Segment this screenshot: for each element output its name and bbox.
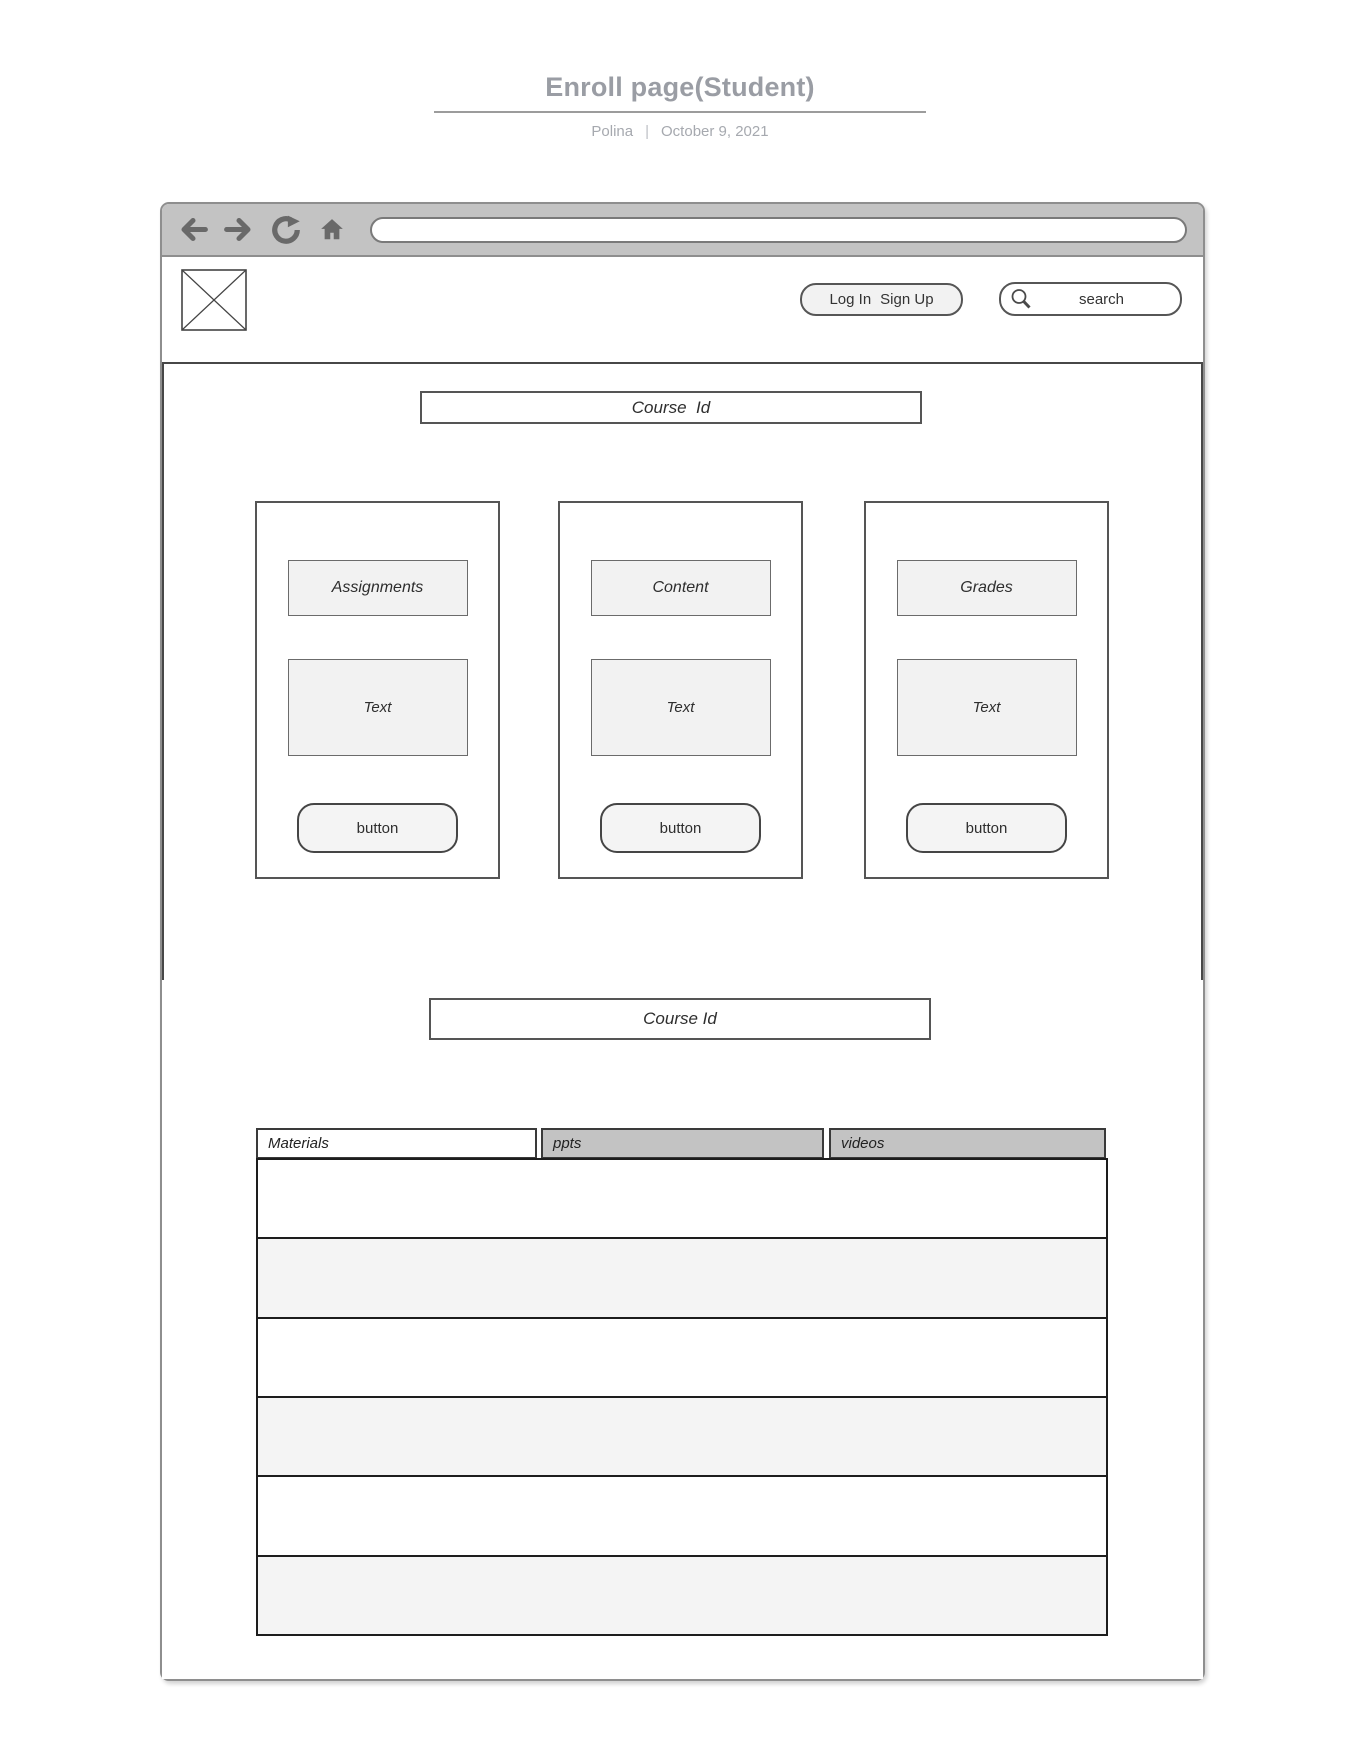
- page-header: [0, 0, 1360, 140]
- url-bar: [370, 217, 1187, 243]
- card-text-grades: Text: [897, 659, 1077, 756]
- tab-videos[interactable]: videos: [829, 1128, 1106, 1159]
- course-id-field-2[interactable]: [429, 998, 931, 1040]
- card-title-assignments: Assignments: [288, 560, 468, 616]
- table-row[interactable]: [258, 1160, 1106, 1239]
- assignments-card: [255, 501, 500, 879]
- card-title-content: Content: [591, 560, 771, 616]
- content-button[interactable]: button: [600, 803, 761, 853]
- table-row[interactable]: [258, 1239, 1106, 1318]
- table-row[interactable]: [258, 1398, 1106, 1477]
- browser-window: [160, 202, 1205, 1681]
- table-row[interactable]: [258, 1557, 1106, 1634]
- site-header: [162, 257, 1203, 362]
- byline: [0, 123, 1360, 140]
- materials-table: [256, 1158, 1108, 1636]
- back-icon[interactable]: [178, 216, 208, 243]
- tab-ppts[interactable]: ppts: [541, 1128, 824, 1159]
- course-id-label-2: Course Id: [643, 1009, 717, 1028]
- grades-button[interactable]: button: [906, 803, 1067, 853]
- search-input[interactable]: [1033, 291, 1170, 308]
- card-text-content: Text: [591, 659, 771, 756]
- grades-card: [864, 501, 1109, 879]
- login-link[interactable]: Log In: [829, 291, 872, 308]
- card-text-assignments: Text: [288, 659, 468, 756]
- forward-icon[interactable]: [224, 216, 254, 243]
- table-row[interactable]: [258, 1319, 1106, 1398]
- assignments-button[interactable]: button: [297, 803, 458, 853]
- course-overview-section: [162, 362, 1203, 982]
- search-icon: [1009, 287, 1033, 311]
- author-name: Polina: [591, 123, 634, 140]
- logo-image-placeholder: [181, 269, 247, 336]
- table-row[interactable]: [258, 1477, 1106, 1556]
- page-title: Enroll page(Student): [545, 72, 815, 102]
- materials-tabs: [256, 1128, 1106, 1159]
- course-materials-section: [162, 980, 1203, 1679]
- title-divider: [434, 111, 926, 113]
- url-input[interactable]: [370, 217, 1187, 243]
- home-icon[interactable]: [318, 217, 346, 243]
- auth-button[interactable]: [800, 283, 963, 316]
- search-box[interactable]: [999, 282, 1182, 316]
- signup-link[interactable]: Sign Up: [880, 291, 934, 308]
- course-id-label: Course Id: [631, 397, 711, 417]
- course-id-field[interactable]: [420, 391, 922, 424]
- content-card: [558, 501, 803, 879]
- refresh-icon[interactable]: [270, 215, 302, 245]
- browser-toolbar: [162, 204, 1203, 257]
- card-title-grades: Grades: [897, 560, 1077, 616]
- date-text: October 9, 2021: [661, 123, 769, 140]
- tab-materials[interactable]: Materials: [256, 1128, 537, 1159]
- byline-separator: |: [645, 123, 650, 140]
